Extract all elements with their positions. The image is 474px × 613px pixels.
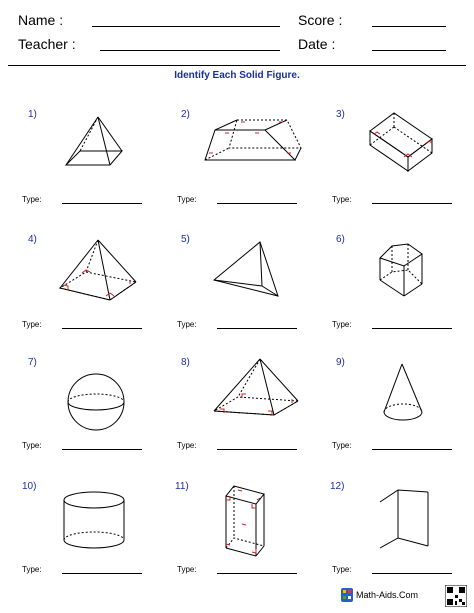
type-label: Type: (332, 320, 352, 329)
type-label: Type: (22, 441, 42, 450)
square-pyramid-icon (60, 115, 130, 175)
name-field[interactable] (92, 26, 280, 27)
type-label: Type: (177, 441, 197, 450)
site-name: Math-Aids.Com (356, 590, 419, 600)
type-label: Type: (332, 565, 352, 574)
problem-number: 6) (336, 234, 345, 245)
score-field[interactable] (372, 26, 446, 27)
rectangular-pyramid-icon (212, 357, 302, 422)
answer-field[interactable] (372, 203, 452, 204)
answer-field[interactable] (217, 573, 297, 574)
date-label: Date : (298, 36, 336, 52)
pentagonal-prism-icon (378, 240, 428, 300)
answer-field[interactable] (217, 449, 297, 450)
rectangular-prism-icon (220, 484, 280, 564)
header-divider (8, 65, 466, 66)
name-label: Name : (18, 12, 64, 28)
problem-number: 12) (330, 481, 345, 492)
cube-icon (368, 105, 438, 175)
trapezoidal-prism-icon (205, 120, 305, 180)
answer-field[interactable] (62, 573, 142, 574)
problem-number: 2) (181, 109, 190, 120)
answer-field[interactable] (217, 203, 297, 204)
type-label: Type: (177, 320, 197, 329)
type-label: Type: (22, 320, 42, 329)
problem-number: 8) (181, 357, 190, 368)
answer-field[interactable] (372, 449, 452, 450)
cylinder-icon (60, 488, 130, 558)
problem-number: 11) (175, 481, 189, 492)
instructions: Identify Each Solid Figure. (174, 70, 300, 81)
problem-number: 7) (28, 357, 37, 368)
date-field[interactable] (372, 50, 446, 51)
answer-field[interactable] (62, 449, 142, 450)
problem-number: 4) (28, 234, 37, 245)
teacher-label: Teacher : (18, 36, 76, 52)
triangular-pyramid-icon (212, 240, 282, 305)
square-pyramid-dashed-icon (58, 238, 138, 308)
type-label: Type: (177, 565, 197, 574)
cone-icon (380, 362, 430, 432)
math-aids-logo-icon (341, 588, 353, 602)
qr-code-icon (445, 585, 467, 607)
problem-number: 5) (181, 234, 190, 245)
answer-field[interactable] (372, 573, 452, 574)
problem-number: 1) (28, 109, 37, 120)
teacher-field[interactable] (100, 50, 280, 51)
score-label: Score : (298, 12, 343, 28)
type-label: Type: (22, 565, 42, 574)
answer-field[interactable] (217, 328, 297, 329)
triangular-prism-icon (378, 488, 438, 558)
type-label: Type: (177, 195, 197, 204)
type-label: Type: (332, 195, 352, 204)
answer-field[interactable] (62, 203, 142, 204)
type-label: Type: (22, 195, 42, 204)
sphere-icon (66, 372, 126, 432)
problem-number: 9) (336, 357, 345, 368)
answer-field[interactable] (62, 328, 142, 329)
problem-number: 3) (336, 109, 345, 120)
problem-number: 10) (22, 481, 37, 492)
type-label: Type: (332, 441, 352, 450)
answer-field[interactable] (372, 328, 452, 329)
